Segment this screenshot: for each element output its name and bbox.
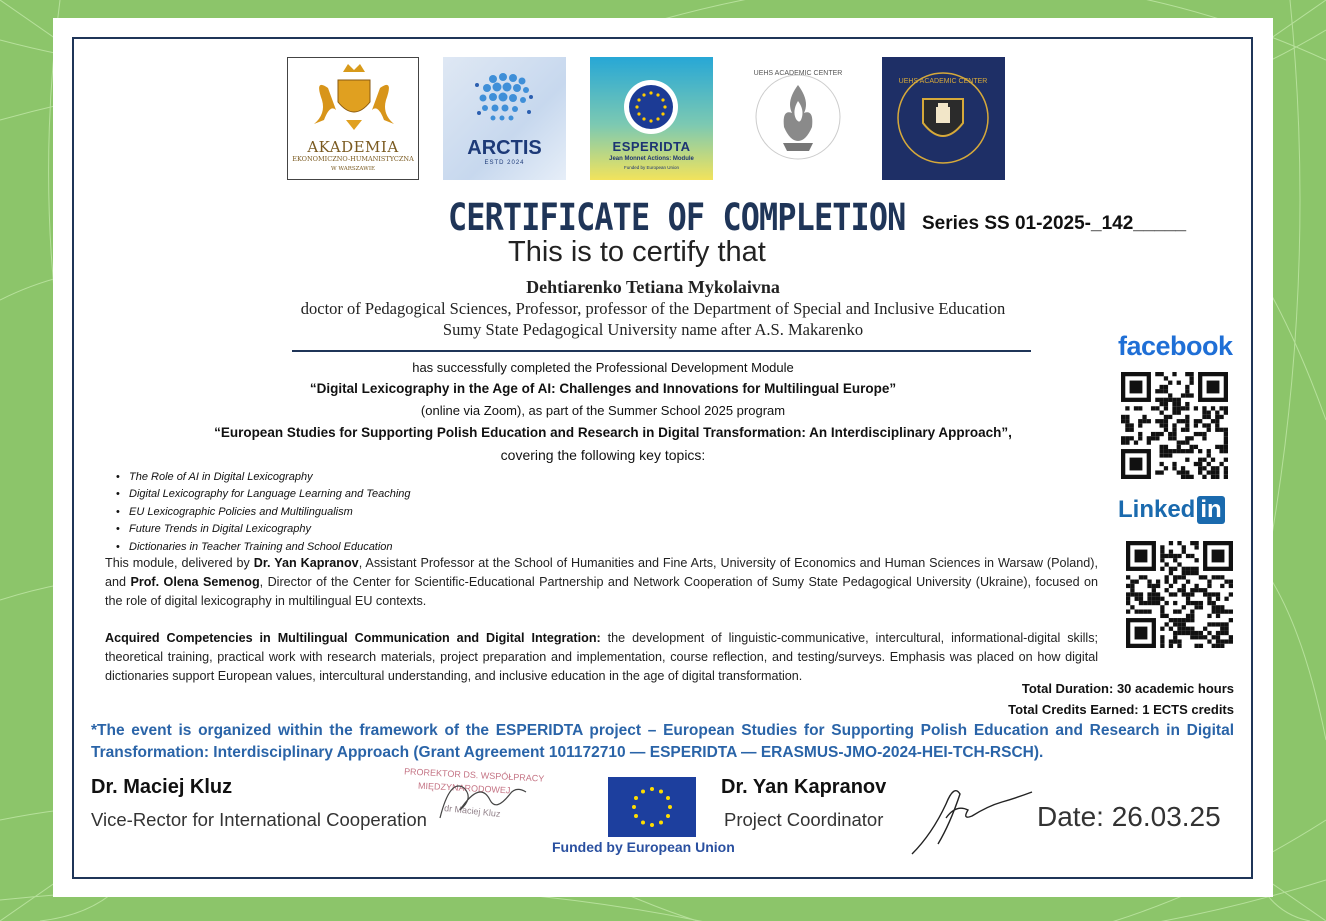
uehs-academic-center-logo-navy xyxy=(882,57,1005,180)
competencies-text: the development of linguistic-communicative, intercultural, informational-digital skills; theoretical training, practical work with research materials, project preparation and implementation, course reflection, and testing/surveys. Emphasis was placed on how digital dictionaries support European values, intercultural understanding, and inclusive education in the age of digital transformation. xyxy=(105,631,1099,683)
topic-item: • Digital Lexicography for Language Learning and Teaching xyxy=(116,486,411,503)
delivery-text: , Assistant Professor at the School of Humanities and Fine Arts, University of Economics and Human Sciences in Warsaw (Poland), and xyxy=(105,556,1098,589)
delivery-paragraph xyxy=(105,554,1098,611)
signature-kapranov xyxy=(906,778,1036,860)
arctis-name: ARCTIS xyxy=(467,137,542,159)
akademia-name: AKADEMIA xyxy=(307,138,399,156)
recipient-name: Dehtiarenko Tetiana Mykolaivna xyxy=(526,277,780,297)
eu-stars-icon xyxy=(608,777,696,837)
akademia-city: W WARSZAWIE xyxy=(330,166,376,172)
signatory-name: Dr. Yan Kapranov xyxy=(721,776,887,798)
svg-text:UEHS ACADEMIC CENTER: UEHS ACADEMIC CENTER xyxy=(753,70,843,77)
total-credits: Total Credits Earned: 1 ECTS credits xyxy=(1008,702,1234,717)
lion-crest-icon xyxy=(288,58,419,138)
topics-intro: covering the following key topics: xyxy=(500,447,706,463)
eu-funding-caption: Funded by European Union xyxy=(552,839,735,855)
linkedin-badge: in xyxy=(1197,496,1224,524)
stamp-line: MIĘDZYNARODOWEJ xyxy=(417,780,511,796)
arctis-established: ESTD 2024 xyxy=(484,160,525,166)
format-line: (online via Zoom), as part of the Summer School 2025 program xyxy=(420,403,786,418)
esperidta-name: ESPERIDTA xyxy=(612,139,691,154)
certify-line: This is to certify that xyxy=(508,236,766,268)
program-title: “European Studies for Supporting Polish Education and Research in Digital Transformation: An Interdisciplinary Approach”, xyxy=(214,425,1012,440)
esperidta-logo xyxy=(590,57,713,180)
facebook-logo: facebook xyxy=(1118,331,1233,361)
linkedin-word: Linked xyxy=(1118,496,1196,523)
delivery-text: , Director of the Center for Scientific-Educational Partnership and Network Cooperation of Sumy State Pedagogical University (Ukraine), focused on the role of digital lexicography in multilingual EU contexts. xyxy=(105,575,1099,608)
eu-circle-icon xyxy=(590,57,713,137)
total-duration: Total Duration: 30 academic hours xyxy=(1021,681,1234,696)
certificate-title: CERTIFICATE OF COMPLETION xyxy=(448,196,906,239)
dotted-globe-icon xyxy=(443,57,566,137)
competencies-heading: Acquired Competencies in Multilingual Communication and Digital Integration: xyxy=(105,631,601,645)
event-note: *The event is organized within the framework of the ESPERIDTA project – European Studies for Supporting Polish Education and Research in Digital Transformation: Interdisciplinary Approach (Grant Agreement 101172710 — ESPERIDTA — ERASMUS-JMO-2024-HEI-TCH-RSCH). xyxy=(91,722,1234,761)
eu-flag xyxy=(608,777,696,837)
topic-item: • The Role of AI in Digital Lexicography xyxy=(116,469,411,486)
series-number: Series SS 01-2025-_142_____ xyxy=(922,213,1187,234)
completed-line: has successfully completed the Professional Development Module xyxy=(412,360,794,375)
issue-date: Date: 26.03.25 xyxy=(1037,801,1221,832)
linkedin-qr-code[interactable] xyxy=(1126,541,1233,648)
competencies-paragraph xyxy=(105,629,1098,686)
recipient-university: Sumy State Pedagogical University name after A.S. Makarenko xyxy=(442,320,864,339)
divider xyxy=(292,350,1031,352)
delivery-text: This module, delivered by xyxy=(105,556,254,570)
akademia-logo xyxy=(287,57,419,180)
signatory-role: Vice-Rector for International Cooperation xyxy=(91,809,427,830)
topic-item: • EU Lexicographic Policies and Multilingualism xyxy=(116,504,411,521)
esperidta-subtitle: Jean Monnet Actions: Module xyxy=(609,156,694,162)
uehs-academic-center-logo-white xyxy=(737,57,860,180)
signature-kluz xyxy=(430,768,540,828)
stamp-line: dr Maciej Kluz xyxy=(443,803,501,819)
signatory-role: Project Coordinator xyxy=(724,809,884,830)
module-title: “Digital Lexicography in the Age of AI: Challenges and Innovations for Multilingual Europe” xyxy=(309,381,897,396)
arctis-logo xyxy=(443,57,566,180)
esperidta-funding: Funded by European Union xyxy=(623,165,680,170)
akademia-subtitle: EKONOMICZNO-HUMANISTYCZNA xyxy=(292,155,414,163)
instructor-name: Prof. Olena Semenog xyxy=(130,575,260,589)
instructor-name: Dr. Yan Kapranov xyxy=(253,556,359,570)
topic-item: • Future Trends in Digital Lexicography xyxy=(116,521,411,538)
shield-emblem-icon xyxy=(882,57,1005,180)
facebook-qr-code[interactable] xyxy=(1121,372,1228,479)
signatory-name: Dr. Maciej Kluz xyxy=(91,776,233,798)
topics-list xyxy=(116,469,411,556)
linkedin-logo xyxy=(1118,496,1225,524)
flame-emblem-icon xyxy=(737,57,860,180)
recipient-position: doctor of Pedagogical Sciences, Professor, professor of the Department of Special and Inclusive Education xyxy=(300,299,1006,318)
topic-item: • Dictionaries in Teacher Training and School Education xyxy=(116,539,411,556)
svg-text:UEHS ACADEMIC CENTER: UEHS ACADEMIC CENTER xyxy=(898,78,988,85)
stamp-line: PROREKTOR DS. WSPÓŁPRACY xyxy=(403,766,545,784)
